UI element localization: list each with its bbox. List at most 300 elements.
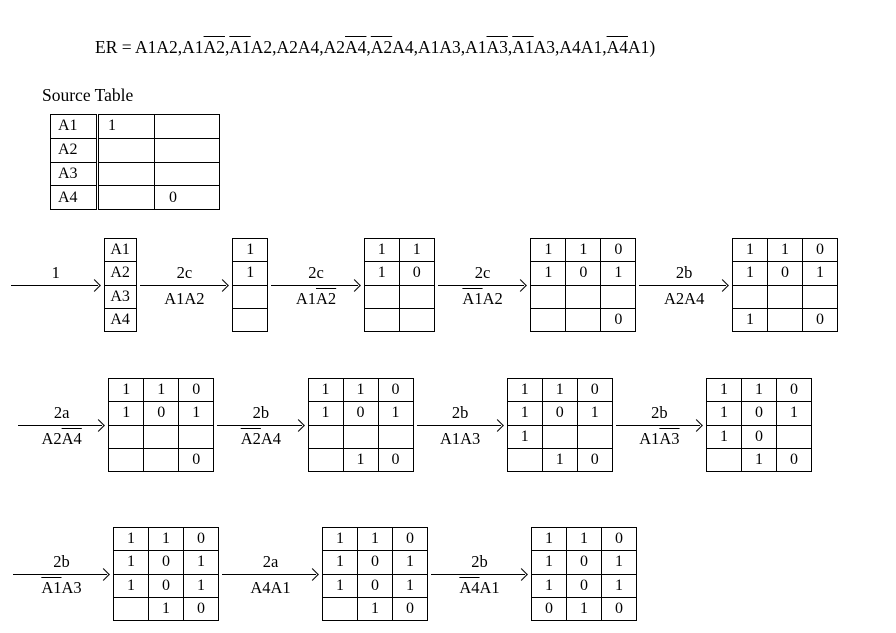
table-cell <box>179 425 214 448</box>
table-cell: 0 <box>343 402 378 425</box>
table-cell: 0 <box>742 402 777 425</box>
step-id-label <box>221 551 320 571</box>
term: 2c <box>308 262 324 282</box>
state-table <box>531 527 637 621</box>
table-cell: 1 <box>323 551 358 574</box>
table-row <box>707 379 812 402</box>
table-row <box>114 551 219 574</box>
table-cell: 0 <box>184 597 219 620</box>
table-cell: 0 <box>602 528 637 551</box>
term: 2a <box>53 402 70 422</box>
table-row <box>323 597 428 620</box>
table-row <box>532 551 637 574</box>
table-cell: 0 <box>542 402 577 425</box>
table-cell <box>531 285 566 308</box>
table-cell: 1 <box>531 262 566 285</box>
table-row <box>531 285 636 308</box>
table-cell: 0 <box>378 448 413 471</box>
table-cell: 0 <box>358 574 393 597</box>
table-row <box>531 308 636 331</box>
arrow-head-icon <box>306 568 319 581</box>
source-table <box>50 114 220 210</box>
pair-label <box>416 431 505 448</box>
overlined-term: A3 <box>486 37 508 57</box>
source-table-cell <box>155 162 220 186</box>
step-arrow <box>221 526 320 622</box>
table-cell: 1 <box>531 239 566 262</box>
table-cell: A2 <box>104 262 136 285</box>
formula-text: , <box>224 37 230 57</box>
table-cell <box>308 448 343 471</box>
formula-text: A4,A1A3,A1 <box>392 37 487 57</box>
table-row <box>233 308 268 331</box>
table-cell: 0 <box>577 379 612 402</box>
state-table <box>308 378 414 472</box>
table-row <box>104 262 136 285</box>
table-cell <box>601 285 636 308</box>
table-cell <box>507 448 542 471</box>
table-cell: 1 <box>358 528 393 551</box>
state-table <box>507 378 613 472</box>
table-row <box>308 448 413 471</box>
table-cell: 1 <box>233 239 268 262</box>
table-cell <box>233 308 268 331</box>
table-row <box>532 597 637 620</box>
source-table-row <box>51 115 220 139</box>
table-cell <box>531 308 566 331</box>
source-table-cell <box>98 186 155 210</box>
step-arrow <box>416 377 505 473</box>
term: 1 <box>51 262 60 282</box>
arrow-head-icon <box>491 419 504 432</box>
table-cell: 1 <box>364 239 399 262</box>
formula-text: , <box>366 37 371 57</box>
source-table-cell: 0 <box>155 186 220 210</box>
table-cell <box>109 425 144 448</box>
table-cell: 1 <box>109 379 144 402</box>
state-table <box>322 527 428 621</box>
step-arrow <box>437 237 529 333</box>
table-cell: 0 <box>378 379 413 402</box>
term: A2 <box>41 429 62 448</box>
arrow-line <box>639 285 726 286</box>
table-cell <box>707 448 742 471</box>
table-row <box>323 574 428 597</box>
source-table-cell <box>98 138 155 162</box>
arrow-line <box>222 574 316 575</box>
overlined-term: A1 <box>512 37 534 57</box>
table-cell <box>364 308 399 331</box>
overlined-term: A4 <box>61 429 82 448</box>
state-table <box>706 378 812 472</box>
table-row <box>109 402 214 425</box>
table-cell: 0 <box>399 262 434 285</box>
table-cell: 1 <box>184 551 219 574</box>
table-row <box>114 597 219 620</box>
state-table <box>108 378 214 472</box>
table-cell: 1 <box>399 239 434 262</box>
flow-row-3 <box>10 526 637 622</box>
table-cell: 1 <box>707 379 742 402</box>
overlined-term: A1 <box>41 578 62 597</box>
term: 2c <box>176 262 193 282</box>
table-row <box>707 425 812 448</box>
table-cell: 1 <box>184 574 219 597</box>
table-cell: 0 <box>393 528 428 551</box>
arrow-line <box>271 285 358 286</box>
table-row <box>531 262 636 285</box>
table-cell: 0 <box>777 379 812 402</box>
table-cell: 1 <box>308 379 343 402</box>
pair-label <box>270 291 362 308</box>
table-cell: A3 <box>104 285 136 308</box>
table-cell <box>114 597 149 620</box>
table-row <box>308 402 413 425</box>
table-cell: 0 <box>179 448 214 471</box>
step-arrow <box>12 526 111 622</box>
step-id-label <box>17 402 106 422</box>
formula-text: A1) <box>627 37 656 57</box>
pair-label <box>430 580 529 597</box>
step-arrow <box>270 237 362 333</box>
table-cell: 1 <box>707 425 742 448</box>
table-cell: 1 <box>507 402 542 425</box>
table-row <box>109 379 214 402</box>
overlined-term: A3 <box>659 429 680 448</box>
step-arrow <box>638 237 730 333</box>
term: 2b <box>252 402 270 422</box>
pair-label <box>437 291 529 308</box>
table-cell: 1 <box>577 402 612 425</box>
term: A1A2 <box>164 289 205 308</box>
table-cell: 1 <box>364 262 399 285</box>
table-cell <box>767 285 802 308</box>
term: A4A1 <box>250 578 291 597</box>
arrow-line <box>11 285 98 286</box>
table-cell: 1 <box>532 528 567 551</box>
table-row <box>532 574 637 597</box>
table-cell <box>732 285 767 308</box>
step-arrow <box>216 377 305 473</box>
step-arrow <box>10 237 102 333</box>
table-cell: 1 <box>323 528 358 551</box>
table-cell: 0 <box>144 402 179 425</box>
formula-text: A2,A2A4,A2 <box>250 37 346 57</box>
table-cell <box>399 308 434 331</box>
table-row <box>308 379 413 402</box>
table-row <box>104 308 136 331</box>
table-cell: 1 <box>602 551 637 574</box>
arrow-line <box>13 574 107 575</box>
term: 2c <box>474 262 491 282</box>
table-cell: 1 <box>114 551 149 574</box>
overlined-term: A4 <box>459 578 480 597</box>
table-row <box>507 425 612 448</box>
table-cell: 1 <box>343 379 378 402</box>
table-cell: 1 <box>732 239 767 262</box>
er-formula <box>95 37 655 58</box>
table-cell: 0 <box>802 239 837 262</box>
overlined-term: A4 <box>345 37 367 57</box>
source-table-cell <box>98 162 155 186</box>
table-cell <box>566 308 601 331</box>
source-table-cell <box>155 115 220 139</box>
arrow-line <box>18 425 102 426</box>
step-id-label <box>270 262 362 282</box>
table-row <box>109 425 214 448</box>
table-cell <box>399 285 434 308</box>
variables-table <box>104 238 137 332</box>
arrow-line <box>217 425 301 426</box>
table-cell: 1 <box>507 379 542 402</box>
table-cell: 0 <box>602 597 637 620</box>
table-cell: 1 <box>542 379 577 402</box>
overlined-term: A1 <box>229 37 251 57</box>
table-cell <box>343 425 378 448</box>
table-cell: 1 <box>742 379 777 402</box>
table-cell: A4 <box>104 308 136 331</box>
term: 2b <box>675 262 693 282</box>
table-cell: 1 <box>532 551 567 574</box>
table-cell: 0 <box>149 574 184 597</box>
table-row <box>507 402 612 425</box>
table-cell <box>566 285 601 308</box>
table-cell <box>144 425 179 448</box>
table-row <box>323 551 428 574</box>
arrow-line <box>431 574 525 575</box>
arrow-head-icon <box>515 279 528 292</box>
table-cell: 1 <box>114 528 149 551</box>
row-label-cell: A4 <box>51 186 98 210</box>
state-table <box>364 238 435 332</box>
step-id-label <box>615 402 704 422</box>
table-row <box>732 285 837 308</box>
formula-text: A3,A4A1, <box>533 37 607 57</box>
table-row <box>364 262 434 285</box>
term: A3 <box>61 578 82 597</box>
term: 2b <box>451 402 469 422</box>
table-cell <box>308 425 343 448</box>
arrow-head-icon <box>88 279 101 292</box>
table-cell: 1 <box>767 239 802 262</box>
table-cell <box>802 285 837 308</box>
overlined-term: A4 <box>606 37 628 57</box>
step-id-label <box>216 402 305 422</box>
term: 2b <box>53 551 70 571</box>
arrow-line <box>438 285 525 286</box>
table-row <box>104 285 136 308</box>
term: A1 <box>639 429 660 448</box>
table-row <box>109 448 214 471</box>
table-cell: 0 <box>393 597 428 620</box>
arrow-head-icon <box>515 568 528 581</box>
table-cell: 1 <box>742 448 777 471</box>
table-cell <box>577 425 612 448</box>
step-id-label <box>12 551 111 571</box>
table-row <box>308 425 413 448</box>
table-cell: 0 <box>777 448 812 471</box>
flow-row-1 <box>8 237 838 333</box>
source-table-row <box>51 186 220 210</box>
term: A4 <box>260 429 282 448</box>
step-arrow <box>615 377 704 473</box>
table-cell: 1 <box>358 597 393 620</box>
pair-label <box>615 431 704 448</box>
term: A2 <box>482 289 503 308</box>
table-cell: 1 <box>777 402 812 425</box>
table-row <box>114 574 219 597</box>
overlined-term: A2 <box>315 289 337 308</box>
term: A1 <box>295 289 316 308</box>
table-row <box>233 239 268 262</box>
arrow-head-icon <box>292 419 305 432</box>
table-cell: 0 <box>567 551 602 574</box>
step-id-label <box>437 262 529 282</box>
table-row <box>732 262 837 285</box>
arrow-line <box>140 285 227 286</box>
table-cell: 1 <box>507 425 542 448</box>
overlined-term: A2 <box>203 37 225 57</box>
formula-text: ER = A1A2,A1 <box>95 37 204 57</box>
table-cell: 1 <box>343 448 378 471</box>
table-cell: 1 <box>149 528 184 551</box>
table-cell: 1 <box>144 379 179 402</box>
table-row <box>233 285 268 308</box>
arrow-head-icon <box>216 279 229 292</box>
table-cell: 1 <box>378 402 413 425</box>
table-cell <box>378 425 413 448</box>
table-cell: 1 <box>179 402 214 425</box>
table-cell: 1 <box>233 262 268 285</box>
table-cell <box>364 285 399 308</box>
table-cell <box>144 448 179 471</box>
arrow-head-icon <box>716 279 729 292</box>
term: 2a <box>262 551 279 571</box>
arrow-line <box>616 425 700 426</box>
overlined-term: A2 <box>240 429 261 448</box>
flow-row-2 <box>15 377 812 473</box>
term: 2b <box>471 551 488 571</box>
state-table <box>232 238 268 332</box>
table-row <box>532 528 637 551</box>
table-cell: 1 <box>308 402 343 425</box>
table-cell <box>542 425 577 448</box>
table-cell: 0 <box>742 425 777 448</box>
table-cell: 1 <box>393 551 428 574</box>
table-cell: 1 <box>601 262 636 285</box>
table-cell <box>777 425 812 448</box>
table-row <box>507 379 612 402</box>
table-row <box>364 285 434 308</box>
table-cell: 1 <box>567 528 602 551</box>
term: A2A4 <box>664 289 705 308</box>
table-cell: 0 <box>577 448 612 471</box>
table-cell: 0 <box>802 308 837 331</box>
row-label-cell: A2 <box>51 138 98 162</box>
arrow-head-icon <box>92 419 105 432</box>
pair-label <box>221 580 320 597</box>
table-row <box>233 262 268 285</box>
table-cell: 1 <box>567 597 602 620</box>
overlined-term: A1 <box>462 289 483 308</box>
table-cell: 1 <box>532 574 567 597</box>
row-label-cell: A3 <box>51 162 98 186</box>
table-cell: 0 <box>358 551 393 574</box>
step-id-label <box>139 262 231 282</box>
table-row <box>531 239 636 262</box>
table-cell <box>233 285 268 308</box>
table-cell: 0 <box>567 574 602 597</box>
table-cell <box>323 597 358 620</box>
table-cell: 0 <box>601 239 636 262</box>
table-cell: A1 <box>104 239 136 262</box>
term: A1A3 <box>439 429 481 448</box>
table-row <box>364 239 434 262</box>
table-cell: 1 <box>323 574 358 597</box>
table-cell: 1 <box>542 448 577 471</box>
table-cell: 0 <box>184 528 219 551</box>
state-table <box>113 527 219 621</box>
term: 2b <box>651 402 668 422</box>
table-cell: 0 <box>532 597 567 620</box>
table-row <box>707 402 812 425</box>
table-cell: 1 <box>732 308 767 331</box>
source-table-title: Source Table <box>42 85 134 105</box>
step-arrow <box>17 377 106 473</box>
source-table-row <box>51 138 220 162</box>
arrow-head-icon <box>690 419 703 432</box>
table-cell: 1 <box>707 402 742 425</box>
pair-label <box>139 291 231 308</box>
table-cell: 0 <box>149 551 184 574</box>
source-table-cell: 1 <box>98 115 155 139</box>
table-cell: 1 <box>149 597 184 620</box>
step-id-label <box>430 551 529 571</box>
pair-label <box>12 580 111 597</box>
step-arrow <box>430 526 529 622</box>
step-arrow <box>139 237 231 333</box>
pair-label <box>638 291 730 308</box>
step-id-label <box>10 262 102 282</box>
table-cell: 0 <box>566 262 601 285</box>
table-cell: 1 <box>732 262 767 285</box>
table-cell: 1 <box>602 574 637 597</box>
table-cell: 0 <box>601 308 636 331</box>
state-table <box>732 238 838 332</box>
source-table-row <box>51 162 220 186</box>
formula-text: , <box>507 37 513 57</box>
arrow-line <box>417 425 501 426</box>
arrow-head-icon <box>348 279 361 292</box>
table-row <box>114 528 219 551</box>
table-cell: 1 <box>802 262 837 285</box>
arrow-head-icon <box>97 568 110 581</box>
overlined-term: A2 <box>370 37 393 57</box>
table-cell <box>767 308 802 331</box>
pair-label <box>17 431 106 448</box>
pair-label <box>216 431 305 448</box>
table-row <box>732 239 837 262</box>
table-cell: 1 <box>109 402 144 425</box>
state-table <box>530 238 636 332</box>
table-row <box>732 308 837 331</box>
table-cell <box>109 448 144 471</box>
table-cell: 0 <box>179 379 214 402</box>
step-id-label <box>638 262 730 282</box>
table-cell: 0 <box>767 262 802 285</box>
table-cell: 1 <box>393 574 428 597</box>
table-row <box>104 239 136 262</box>
